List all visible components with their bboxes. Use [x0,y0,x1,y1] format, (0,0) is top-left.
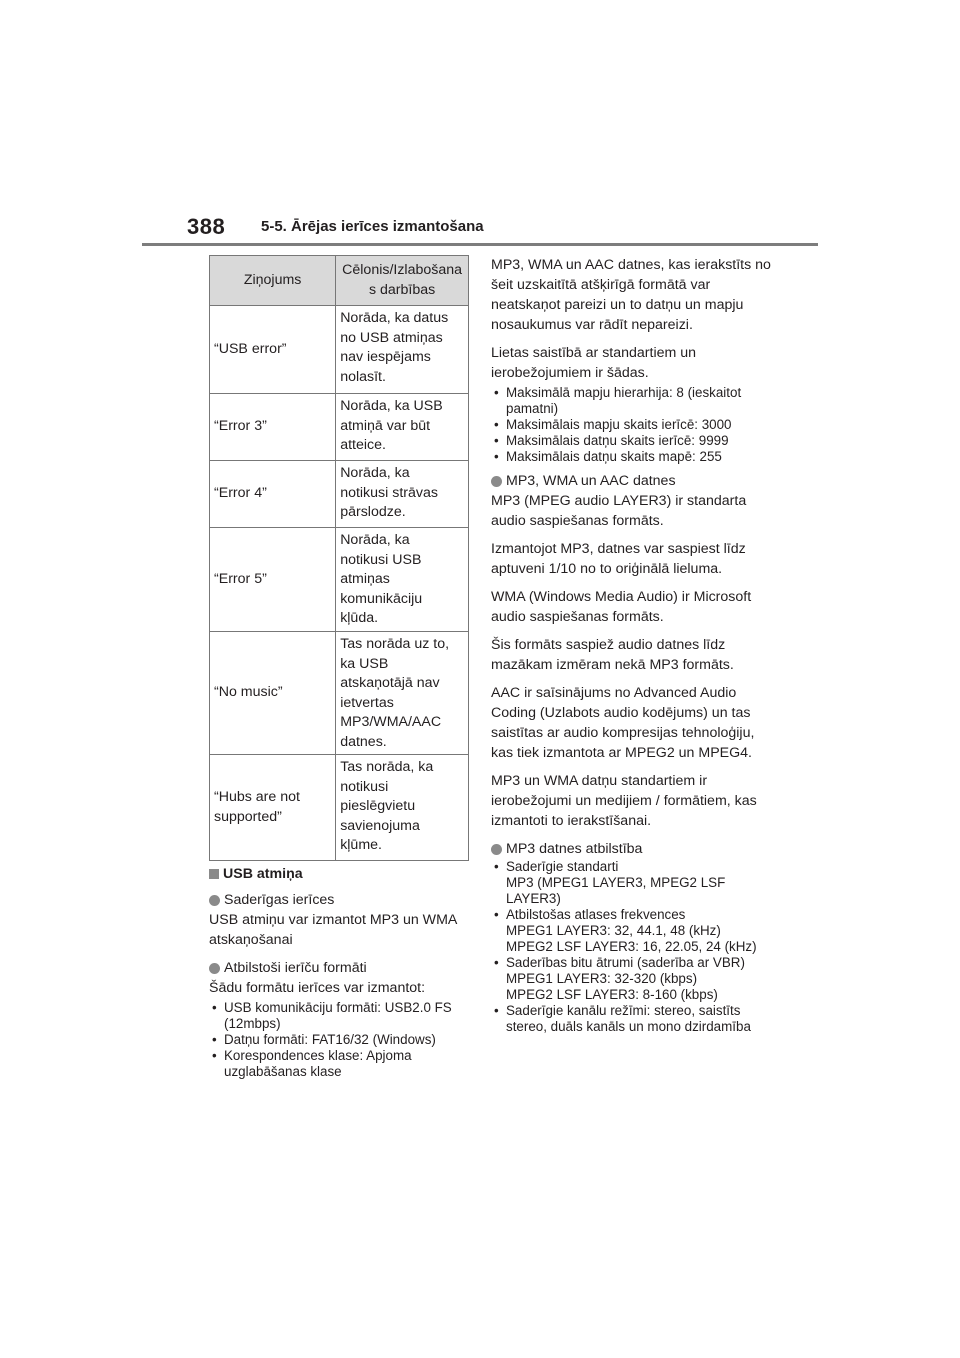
table-row [210,755,469,861]
table-header-message: Ziņojums [210,256,336,306]
table-cell-message: “Error 4” [210,461,336,528]
table-cell-message: “Hubs are not supported” [210,755,336,861]
paragraph: Izmantojot MP3, datnes var saspiest līdz aptuveni 1/10 no to oriģinālā lieluma. [491,541,746,577]
intro-paragraph: MP3, WMA un AAC datnes, kas ierakstīts no šeit uzskaitītā atšķirīgā formātā var neatskaņot pareizi un to datņu un mapju nosaukumus var rādīt nepareizi. [491,257,771,333]
compat-heading [491,839,776,859]
table-cell-message: “No music” [210,632,336,755]
compatible-heading-text: Saderīgas ierīces [224,892,335,908]
table-header-row [210,256,469,306]
compatible-text: USB atmiņu var izmantot MP3 un WMA atskaņošanai [209,912,457,948]
files-heading-text: MP3, WMA un AAC datnes [506,473,676,489]
left-column [209,864,474,1080]
list-item: • Atbilstošas atlases frekvences MPEG1 LAYER3: 32, 44.1, 48 (kHz) MPEG2 LSF LAYER3: 16, 22.05, 24 (kHz) [491,907,776,955]
list-item: • Korespondences klase: Apjoma uzglabāšanas klase [209,1048,474,1080]
table-cell-cause: Tas norāda uz to, ka USB atskaņotājā nav ietvertas MP3/WMA/AAC datnes. [336,632,469,755]
table-cell-message: “Error 3” [210,394,336,461]
usb-heading [209,864,474,884]
paragraph: WMA (Windows Media Audio) ir Microsoft audio saspiešanas formāts. [491,589,752,625]
usb-heading-text: USB atmiņa [223,866,303,882]
table-cell-message: “Error 5” [210,528,336,632]
formats-list [209,1000,474,1080]
section-title: 5-5. Ārējas ierīces izmantošana [261,218,484,235]
paragraph: MP3 (MPEG audio LAYER3) ir standarta audio saspiešanas formāts. [491,493,747,529]
circle-bullet-icon [491,844,502,855]
list-item: • Maksimālā mapju hierarhija: 8 (ieskaitot pamatni) [491,385,776,417]
table-cell-message: “USB error” [210,306,336,394]
table-cell-cause: Norāda, ka notikusi USB atmiņas komunikāciju kļūda. [336,528,469,632]
table-header-cause: Cēlonis/Izlabošana s darbības [336,256,469,306]
table-cell-cause: Norāda, ka datus no USB atmiņas nav iespējams nolasīt. [336,306,469,394]
formats-intro: Šādu formātu ierīces var izmantot: [209,980,426,996]
formats-heading-text: Atbilstoši ierīču formāti [224,960,367,976]
table-row [210,461,469,528]
compat-list [491,859,776,1035]
list-item: • Saderīgie standarti MP3 (MPEG1 LAYER3, MPEG2 LSF LAYER3) [491,859,776,907]
table-row [210,632,469,755]
list-item: • Datņu formāti: FAT16/32 (Windows) [209,1032,474,1048]
compat-heading-text: MP3 datnes atbilstība [506,841,643,857]
list-item: • Saderības bitu ātrumi (saderība ar VBR) MPEG1 LAYER3: 32-320 (kbps) MPEG2 LSF LAYER3: 8-160 (kbps) [491,955,776,1003]
header-rule [142,243,818,246]
table-cell-cause: Norāda, ka notikusi strāvas pārslodze. [336,461,469,528]
table-row [210,394,469,461]
paragraph: Šis formāts saspiež audio datnes līdz mazākam izmēram nekā MP3 formāts. [491,637,734,673]
formats-heading [209,958,474,978]
compatible-heading [209,890,474,910]
list-item: • Maksimālais datņu skaits ierīcē: 9999 [491,433,776,449]
list-item: • Maksimālais datņu skaits mapē: 255 [491,449,776,465]
table-row [210,306,469,394]
table-cell-cause: Tas norāda, ka notikusi pieslēgvietu savienojuma kļūme. [336,755,469,861]
right-column [491,255,776,1035]
paragraph: MP3 un WMA datņu standartiem ir ierobežojumi un medijiem / formātiem, kas izmantoti to ierakstīšanai. [491,773,757,829]
circle-bullet-icon [209,895,220,906]
messages-table [209,255,469,861]
list-item: • Saderīgie kanālu režīmi: stereo, saistīts stereo, duāls kanāls un mono dzirdamība [491,1003,776,1035]
table-row [210,528,469,632]
list-item: • Maksimālais mapju skaits ierīcē: 3000 [491,417,776,433]
page-number: 388 [187,214,226,239]
list-item: • USB komunikāciju formāti: USB2.0 FS (12mbps) [209,1000,474,1032]
limits-list [491,385,776,465]
circle-bullet-icon [491,476,502,487]
circle-bullet-icon [209,963,220,974]
files-heading [491,471,776,491]
limits-intro: Lietas saistībā ar standartiem un ierobežojumiem ir šādas. [491,345,697,381]
paragraph: AAC ir saīsinājums no Advanced Audio Coding (Uzlabots audio kodējums) un tas saistītas ar audio kompresijas tehnoloģiju, kas tiek izmantota ar MPEG2 un MPEG4. [491,685,755,761]
table-cell-cause: Norāda, ka USB atmiņā var būt atteice. [336,394,469,461]
square-bullet-icon [209,869,219,879]
